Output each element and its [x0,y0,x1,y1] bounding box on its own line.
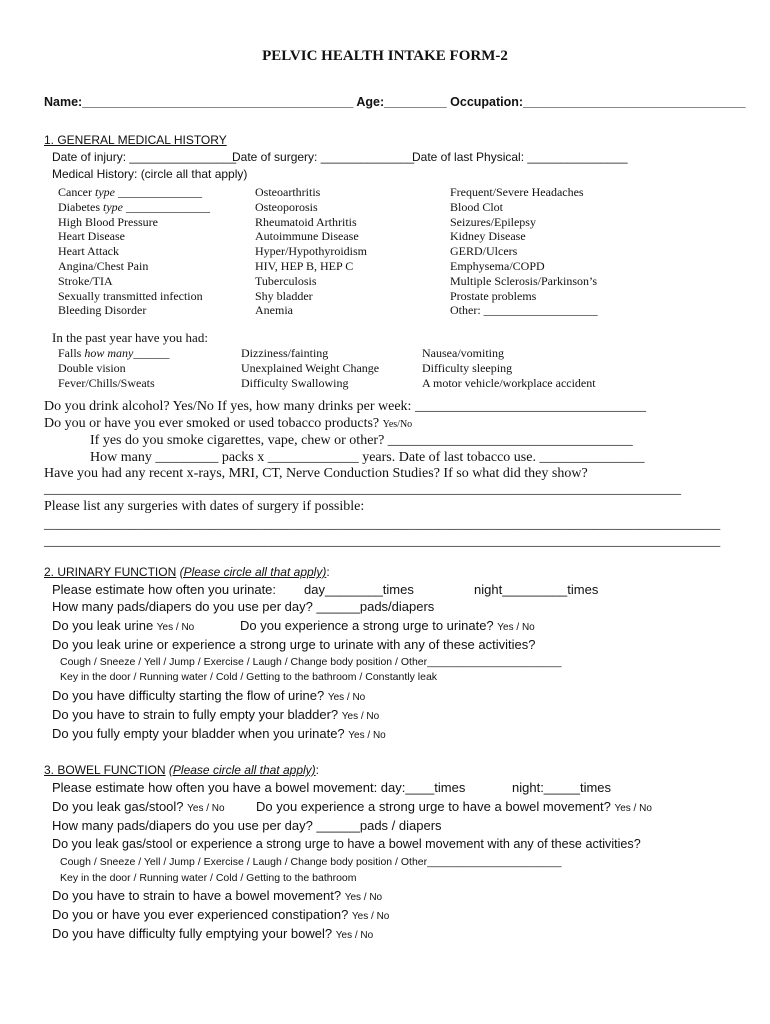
urinary-urge-text: Do you experience a strong urge to urinate? [240,618,494,633]
urinary-pads-question[interactable]: How many pads/diapers do you use per day? ______pads/diapers [52,599,435,614]
section3-heading-colon: : [315,763,319,777]
past-year-label: In the past year have you had: [52,330,208,345]
urinary-activities-row-2[interactable]: Key in the door / Running water / Cold / Getting to the bathroom / Constantly leak [60,671,438,683]
urinary-leak-activities-question: Do you leak urine or experience a strong urge to urinate with any of these activities? [52,637,536,652]
medical-history-col1-item[interactable]: Cancer type ______________ [58,185,202,199]
leak-gas-yes-no[interactable]: Yes / No [187,803,225,814]
section2-heading-title: 2. URINARY FUNCTION [44,565,177,579]
past-year-col1-item-italic: how many [84,346,134,360]
urinary-urge-yes-no[interactable]: Yes / No [497,622,535,633]
bowel-strain-question [52,888,382,903]
bowel-urge-question [256,799,652,814]
bowel-urge-yes-no[interactable]: Yes / No [614,803,652,814]
constipation-yes-no[interactable]: Yes / No [351,911,390,922]
bowel-urge-text: Do you experience a strong urge to have a bowel movement? [256,799,611,814]
medical-history-col3-item[interactable]: Frequent/Severe Headaches [450,185,584,199]
bowel-activities-row-2[interactable]: Key in the door / Running water / Cold / Getting to the bathroom [60,872,357,884]
medical-history-col1-item-italic: type [102,199,123,214]
urine-starting-text: Do you have difficulty starting the flow of urine? [52,688,325,703]
bladder-empty-text: Do you fully empty your bladder when you urinate? [52,726,345,741]
medical-history-col1-item[interactable]: Stroke/TIA [58,273,113,288]
medical-history-col2-item[interactable]: Anemia [255,303,293,318]
past-year-col1-item[interactable]: Falls how many______ [58,346,170,360]
section2-heading [44,565,330,579]
medical-history-col3-item[interactable]: Multiple Sclerosis/Parkinson’s [450,273,597,288]
medical-history-col3-item[interactable]: Kidney Disease [450,229,526,244]
medical-history-col2-item[interactable]: Osteoarthritis [255,185,321,199]
date-of-injury-field[interactable]: Date of injury: ________________ [52,150,237,164]
bladder-strain-text: Do you have to strain to fully empty your bladder? [52,707,339,722]
medical-history-col2-item[interactable]: Autoimmune Disease [255,229,359,244]
past-year-col1-item[interactable]: Fever/Chills/Sweats [58,376,155,390]
constipation-text: Do you or have you ever experienced constipation? [52,907,349,922]
medical-history-col3-item[interactable]: GERD/Ulcers [450,244,518,259]
past-year-col2-item[interactable]: Dizziness/fainting [241,346,329,360]
bladder-empty-yes-no[interactable]: Yes / No [348,730,386,741]
tobacco-question-text: Do you or have you ever smoked or used tobacco products? [44,416,380,431]
urinate-day-field[interactable]: day________times [304,582,414,597]
medical-history-col1-item[interactable]: Angina/Chest Pain [58,259,149,273]
urine-starting-yes-no[interactable]: Yes / No [327,692,366,703]
urinate-frequency-question: Please estimate how often you urinate: [52,582,277,597]
page-title: PELVIC HEALTH INTAKE FORM-2 [262,48,508,64]
leak-urine-question [52,618,194,633]
medical-history-col1-item[interactable]: Heart Disease [58,229,125,244]
medical-history-col1-item[interactable]: Heart Attack [58,244,119,259]
tobacco-question[interactable] [44,416,412,432]
urinate-night-field[interactable]: night_________times [474,582,599,597]
xrays-answer-line[interactable]: ___________________________________________________________________________________________ [44,482,681,497]
surgeries-answer-line-1[interactable]: _____________________________________________________________________________________________________ [44,516,721,531]
past-year-col1-item[interactable]: Double vision [58,361,126,375]
leak-urine-text: Do you leak urine [52,618,154,633]
bowel-emptying-text: Do you have difficulty fully emptying your bowel? [52,926,333,941]
urinary-urge-question [240,618,535,633]
medical-history-label: Medical History: (circle all that apply) [52,167,248,181]
medical-history-col1-item[interactable]: Bleeding Disorder [58,303,147,318]
past-year-col3-item[interactable]: Nausea/vomiting [422,346,504,360]
bladder-strain-yes-no[interactable]: Yes / No [341,711,380,722]
medical-history-col2-item[interactable]: HIV, HEP B, HEP C [255,259,354,273]
past-year-col2-item[interactable]: Unexplained Weight Change [241,361,380,375]
bowel-strain-text: Do you have to strain to have a bowel movement? [52,888,342,903]
date-of-last-physical-field[interactable]: Date of last Physical: _______________ [412,150,628,164]
medical-history-col1-item[interactable]: Sexually transmitted infection [58,288,203,303]
bowel-pads-question[interactable]: How many pads/diapers do you use per day? ______pads / diapers [52,818,442,833]
medical-history-col1-item-italic: type [94,185,115,199]
bowel-frequency-night-field[interactable]: night:_____times [512,780,612,795]
xrays-question: Have you had any recent x-rays, MRI, CT, Nerve Conduction Studies? If so what did they show? [44,466,588,481]
section3-heading-title: 3. BOWEL FUNCTION [44,763,166,777]
smoke-type-question[interactable]: If yes do you smoke cigarettes, vape, chew or other? ___________________________________ [90,433,633,448]
section3-heading [44,763,319,777]
medical-history-col1-item[interactable]: Diabetes type ______________ [58,199,210,214]
section3-heading-note: (Please circle all that apply) [168,763,316,777]
medical-history-col3-item[interactable]: Prostate problems [450,288,537,303]
bowel-activities-row-1[interactable]: Cough / Sneeze / Yell / Jump / Exercise / Laugh / Change body position / Other_______________________ [60,856,562,868]
past-year-col3-item[interactable]: Difficulty sleeping [422,361,513,375]
leak-gas-question [52,799,225,814]
medical-history-col2-item[interactable]: Rheumatoid Arthritis [255,214,357,229]
bowel-emptying-question [52,926,373,941]
constipation-question [52,907,389,922]
past-year-col3-item[interactable]: A motor vehicle/workplace accident [422,376,596,390]
medical-history-col3-item[interactable]: Other: ___________________ [450,303,598,318]
medical-history-col2-item[interactable]: Osteoporosis [255,199,318,214]
section1-heading: 1. GENERAL MEDICAL HISTORY [44,133,227,147]
bowel-emptying-yes-no[interactable]: Yes / No [335,930,374,941]
medical-history-col3-item[interactable]: Emphysema/COPD [450,259,545,273]
section2-heading-note: (Please circle all that apply) [179,565,327,579]
bowel-strain-yes-no[interactable]: Yes / No [344,892,383,903]
date-of-surgery-field[interactable]: Date of surgery: ______________ [232,150,415,164]
alcohol-question[interactable]: Do you drink alcohol? Yes/No If yes, how many drinks per week: _________________________________ [44,399,646,414]
leak-urine-yes-no[interactable]: Yes / No [156,622,195,633]
packs-years-question[interactable]: How many _________ packs x _____________ years. Date of last tobacco use. _______________ [90,450,645,465]
name-age-occupation-line[interactable]: Name:_______________________________________ Age:_________ Occupation:________________________________ [44,95,746,109]
bladder-strain-question [52,707,379,722]
surgeries-question: Please list any surgeries with dates of surgery if possible: [44,499,365,514]
section2-heading-colon: : [326,565,330,579]
tobacco-yes-no[interactable]: Yes/No [382,419,413,430]
surgeries-answer-line-2[interactable]: _____________________________________________________________________________________________________ [44,533,721,548]
bowel-leak-activities-question: Do you leak gas/stool or experience a strong urge to have a bowel movement with any of these activities? [52,837,641,851]
medical-history-col3-item[interactable]: Seizures/Epilepsy [450,214,536,229]
medical-history-col1-item[interactable]: High Blood Pressure [58,214,158,229]
urinary-activities-row-1[interactable]: Cough / Sneeze / Yell / Jump / Exercise / Laugh / Change body position / Other_______________________ [60,656,562,668]
medical-history-col2-item[interactable]: Hyper/Hypothyroidism [255,244,367,259]
medical-history-col2-item[interactable]: Tuberculosis [255,273,317,288]
medical-history-col3-item[interactable]: Blood Clot [450,199,504,214]
past-year-col2-item[interactable]: Difficulty Swallowing [241,376,349,390]
medical-history-col2-item[interactable]: Shy bladder [255,288,313,303]
urine-starting-question [52,688,365,703]
leak-gas-text: Do you leak gas/stool? [52,799,184,814]
bladder-empty-question [52,726,386,741]
bowel-frequency-day-field[interactable]: Please estimate how often you have a bowel movement: day:____times [52,780,466,795]
